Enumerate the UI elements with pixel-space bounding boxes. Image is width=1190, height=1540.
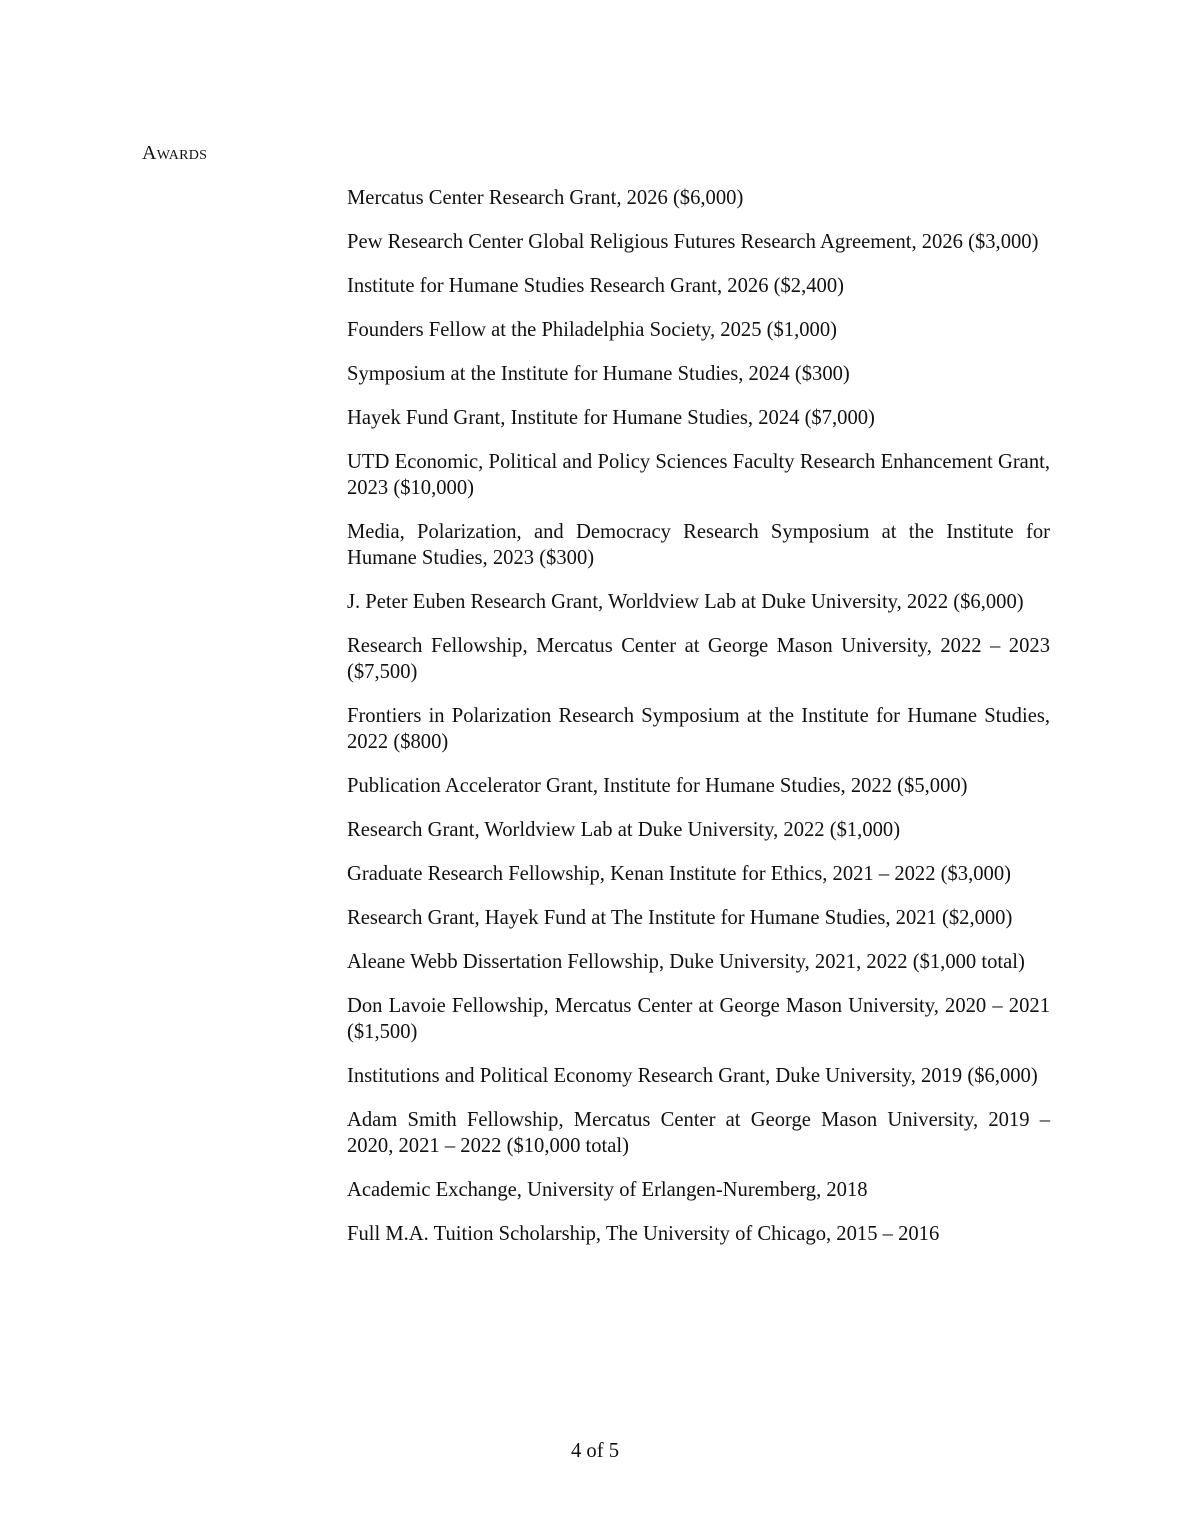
- award-item: Hayek Fund Grant, Institute for Humane Studies, 2024 ($7,000): [347, 407, 875, 429]
- award-item: Mercatus Center Research Grant, 2026 ($6,000): [347, 187, 744, 209]
- award-item: Symposium at the Institute for Humane Studies, 2024 ($300): [347, 363, 850, 385]
- award-item: Frontiers in Polarization Research Symposium at the Institute for Humane Studies, 2022 ($800): [347, 705, 1050, 753]
- award-item: Institute for Humane Studies Research Grant, 2026 ($2,400): [347, 275, 844, 297]
- section-heading-awards: Awards: [142, 142, 208, 164]
- award-item: Full M.A. Tuition Scholarship, The University of Chicago, 2015 – 2016: [347, 1223, 940, 1245]
- award-item: Media, Polarization, and Democracy Research Symposium at the Institute for Humane Studies, 2023 ($300): [347, 521, 1050, 569]
- award-item: Institutions and Political Economy Research Grant, Duke University, 2019 ($6,000): [347, 1065, 1038, 1087]
- award-item: Pew Research Center Global Religious Futures Research Agreement, 2026 ($3,000): [347, 231, 1039, 253]
- award-item: Don Lavoie Fellowship, Mercatus Center at George Mason University, 2020 – 2021 ($1,500): [347, 995, 1050, 1043]
- page-number: 4 of 5: [570, 1440, 620, 1462]
- award-item: J. Peter Euben Research Grant, Worldview Lab at Duke University, 2022 ($6,000): [347, 591, 1024, 613]
- award-item: Aleane Webb Dissertation Fellowship, Duke University, 2021, 2022 ($1,000 total): [347, 951, 1025, 973]
- award-item: Academic Exchange, University of Erlangen-Nuremberg, 2018: [347, 1179, 868, 1201]
- award-item: Adam Smith Fellowship, Mercatus Center at George Mason University, 2019 – 2020, 2021 – 2022 ($10,000 total): [347, 1109, 1050, 1157]
- award-item: Graduate Research Fellowship, Kenan Institute for Ethics, 2021 – 2022 ($3,000): [347, 863, 1011, 885]
- award-item: UTD Economic, Political and Policy Sciences Faculty Research Enhancement Grant, 2023 ($10,000): [347, 451, 1050, 499]
- award-item: Publication Accelerator Grant, Institute for Humane Studies, 2022 ($5,000): [347, 775, 968, 797]
- award-item: Research Fellowship, Mercatus Center at George Mason University, 2022 – 2023 ($7,500): [347, 635, 1050, 683]
- award-item: Research Grant, Worldview Lab at Duke University, 2022 ($1,000): [347, 819, 901, 841]
- award-item: Research Grant, Hayek Fund at The Institute for Humane Studies, 2021 ($2,000): [347, 907, 1013, 929]
- awards-list: [347, 185, 1050, 1265]
- award-item: Founders Fellow at the Philadelphia Society, 2025 ($1,000): [347, 319, 837, 341]
